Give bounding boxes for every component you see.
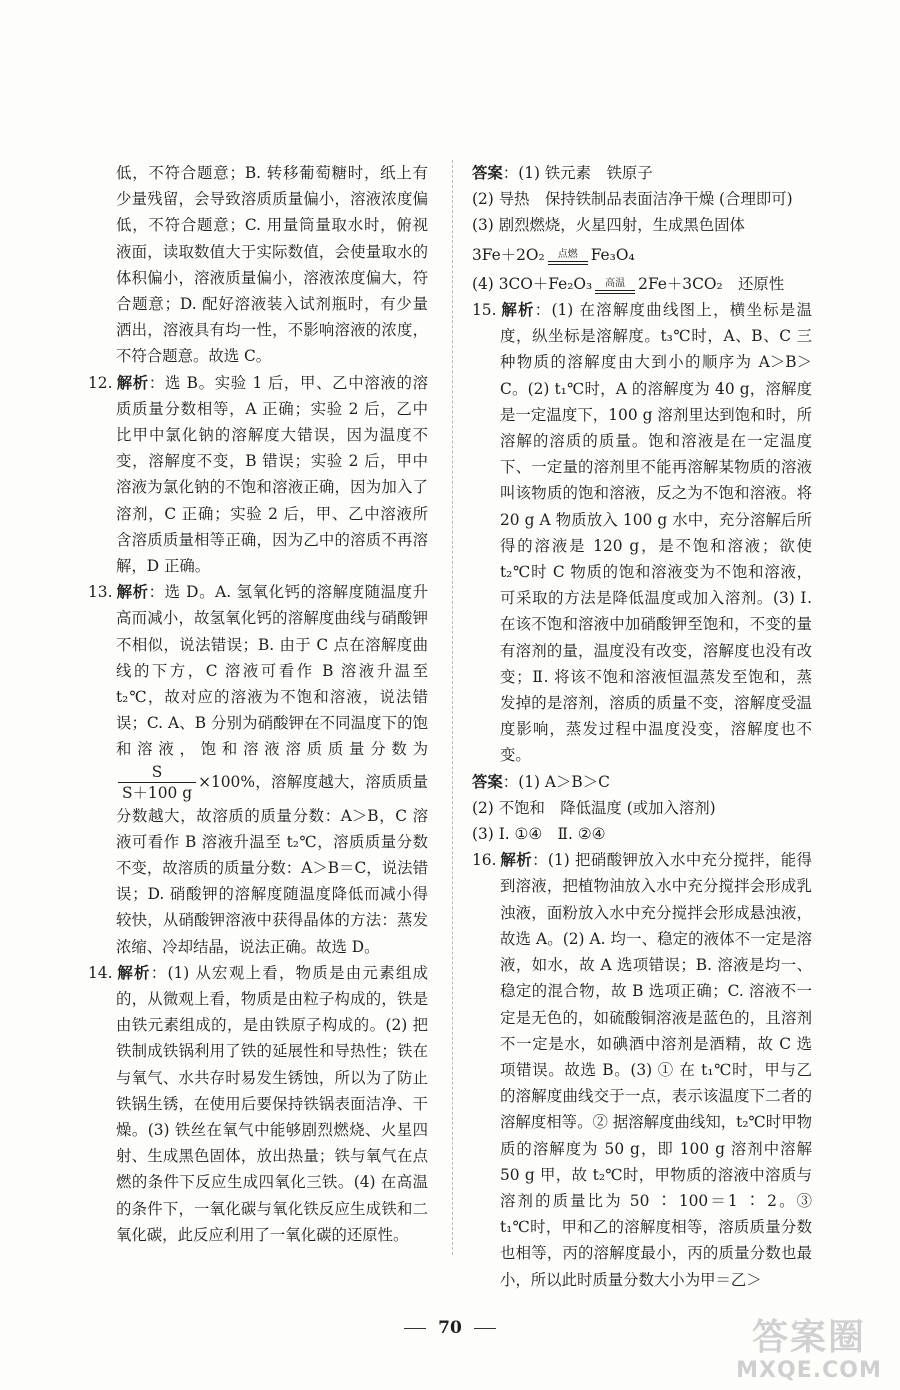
condition-label: 高温	[605, 277, 626, 289]
question-16-number: 16.	[472, 851, 497, 870]
mass-fraction-formula	[118, 763, 196, 803]
equation-1-reactants: 3Fe＋2O₂	[472, 245, 545, 264]
watermark-text: 答案圈	[751, 1317, 866, 1358]
question-15-analysis	[472, 297, 812, 769]
column-divider	[452, 160, 453, 1255]
answer-14-line1	[472, 160, 812, 186]
left-column	[88, 160, 428, 1248]
answer-14-line2: (2) 导热 保持铁制品表面洁净干燥 (合理即可)	[472, 190, 793, 209]
question-14-analysis	[88, 960, 428, 1248]
question-15-text: ：(1) 在溶解度曲线图上，横坐标是温度，纵坐标是溶解度。t₃℃时，A、B、C 三种物质的溶解度由大到小的顺序为 A＞B＞C。(2) t₁℃时，A 的溶解度为 40 g，溶解度是一定温度下，100 g 溶剂里达到饱和时，所溶解的溶质的质量。饱和溶液是在一定温度下、一定量的溶剂里不能再溶解某物质的溶液叫该物质的饱和溶液，反之为不饱和溶液。将 20 g A 物质放入 100 g 水中，充分溶解后所得的溶液是 120 g，是不饱和溶液；欲使 t₂℃时 C 物质的饱和溶液变为不饱和溶液，可采取的方法是降低温度或加入溶剂。(3) Ⅰ. 在该不饱和溶液中加硝酸钾至饱和，不变的量有溶剂的量，温度没有改变，溶解度也没有改变；Ⅱ. 将该不饱和溶液恒温蒸发至饱和，蒸发掉的是溶剂，溶质的质量不变，溶解度受温度影响，蒸发过程中温度没变，溶解度也不变。	[500, 301, 812, 765]
question-13-text-part1: ：选 D。A. 氢氧化钙的溶解度随温度升高而减小，故氢氧化钙的溶解度曲线与硝酸钾不相似，说法错误；B. 由于 C 点在溶解度曲线的下方，C 溶液可看作 B 溶液升温至 t₂℃，故对应的溶液为不饱和溶液，说法错误；C. A、B 分别为硝酸钾在不同温度下的饱和溶液，饱和溶液溶质质量分数为	[116, 583, 428, 759]
question-12-analysis	[88, 370, 428, 580]
question-13-text-part2: ×100%，溶解度越大，溶质质量分数越大，故溶质的质量分数：A＞B，C 溶液可看作 B 溶液升温至 t₂℃，溶质质量分数不变，故溶质的质量分数：A＞B＝C，说法错误；D. 硝酸钾的溶解度随温度降低而减小得较快，从硝酸钾溶液中获得晶体的方法：蒸发浓缩、冷却结晶，说法正确。故选 D。	[116, 772, 428, 956]
question-16-analysis	[472, 847, 812, 1292]
reaction-condition-ignite	[548, 250, 588, 265]
answer-15-line1	[472, 769, 812, 795]
question-14-text: ：(1) 从宏观上看，物质是由元素组成的，从微观上看，物质是由粒子构成的，铁是由铁元素组成的，是由铁原子构成的。(2) 把铁制成铁锅利用了铁的延展性和导热性；铁在与氧气、水共存时易发生锈蚀，所以为了防止铁锅生锈，在使用后要保持铁锅表面洁净、干燥。(3) 铁丝在氧气中能够剧烈燃烧、火星四射、生成黑色固体，放出热量；铁与氧气在点燃的条件下反应生成四氧化三铁。(4) 在高温的条件下，一氧化碳与氧化铁反应生成铁和二氧化碳，此反应利用了一氧化碳的还原性。	[116, 963, 428, 1244]
equation-1-products: Fe₃O₄	[590, 245, 635, 264]
reaction-condition-high-temp	[595, 279, 635, 294]
answer-14-text1: ：(1) 铁元素 铁原子	[502, 164, 653, 182]
fraction-numerator: S	[151, 762, 163, 781]
question-13-analysis	[88, 579, 428, 960]
question-14-number: 14.	[88, 963, 113, 982]
equation-2-products: 2Fe＋3CO₂ 还原性	[638, 274, 785, 293]
watermark-url: MXQE.COM	[736, 1358, 882, 1383]
watermark-logo	[724, 1318, 894, 1384]
answer-label: 答案	[472, 772, 503, 791]
answer-label: 答案	[472, 164, 503, 182]
answer-15-line2: (2) 不饱和 降低温度 (或加入溶剂)	[472, 798, 716, 817]
continuation-paragraph: 低，不符合题意；B. 转移葡萄糖时，纸上有少量残留，会导致溶质质量偏小，溶液浓度偏低，不符合题意；C. 用量筒量取水时，俯视液面，读取数值大于实际数值，会使量取水的体积偏小，溶液质量偏小，溶液浓度偏大，符合题意；D. 配好溶液装入试剂瓶时，有少量洒出，溶液具有均一性，不影响溶液的浓度，不符合题意。故选 C。	[116, 164, 428, 366]
question-12-text: ：选 B。实验 1 后，甲、乙中溶液的溶质质量分数相等，A 正确；实验 2 后，乙中比甲中氯化钠的溶解度大错误，因为温度不变，溶解度不变，B 错误；实验 2 后，甲中溶液为氯化钠的不饱和溶液正确，因为加入了溶剂，C 正确；实验 2 后，甲、乙中溶液所含溶质质量相等正确，因为乙中的溶质不再溶解，D 正确。	[116, 373, 428, 576]
analysis-label: 解析	[116, 963, 151, 982]
question-12-number: 12.	[88, 373, 113, 392]
question-16-text: ：(1) 把硝酸钾放入水中充分搅拌，能得到溶液，把植物油放入水中充分搅拌会形成乳浊液，面粉放入水中充分搅拌会形成悬浊液，故选 A。(2) A. 均一、稳定的液体不一定是溶液，如水，故 A 选项错误；B. 溶液是均一、稳定的混合物，故 B 选项正确；C. 溶液不一定是无色的，如硫酸铜溶液是蓝色的，且溶剂不一定是水，如碘酒中溶剂是酒精，故 C 选项错误。故选 B。(3) ① 在 t₁℃时，甲与乙的溶解度曲线交于一点，表示该温度下二者的溶解度相等。② 据溶解度曲线知，t₂℃时甲物质的溶解度为 50 g，即 100 g 溶剂中溶解 50 g 甲，故 t₂℃时，甲物质的溶液中溶质与溶剂的质量比为 50 ∶ 100＝1 ∶ 2。③ t₁℃时，甲和乙的溶解度相等，溶质质量分数也相等，丙的溶解度最小，丙的质量分数也最小，所以此时质量分数大小为甲＝乙＞	[500, 851, 812, 1289]
page-number-value: 70	[438, 1318, 462, 1338]
page-number-dash-left	[404, 1328, 426, 1329]
equals-bar	[595, 290, 635, 294]
analysis-label: 解析	[500, 851, 533, 870]
equation-2-reactants: (4) 3CO＋Fe₂O₃	[472, 274, 593, 293]
fraction-denominator: S＋100 g	[118, 782, 196, 802]
question-13-number: 13.	[88, 583, 113, 602]
question-15-number: 15.	[472, 301, 497, 320]
answer-15-text1: ：(1) A＞B＞C	[502, 772, 610, 791]
equals-bar	[548, 261, 588, 265]
answer-15-line3: (3) Ⅰ. ①④ Ⅱ. ②④	[472, 825, 606, 844]
condition-label: 点燃	[557, 248, 578, 260]
analysis-label: 解析	[116, 373, 149, 392]
answer-14-line3: (3) 剧烈燃烧，火星四射，生成黑色固体	[472, 216, 745, 235]
analysis-label: 解析	[116, 583, 149, 602]
right-column	[472, 160, 812, 1293]
equation-iron-oxide-reduction	[472, 271, 812, 297]
equation-iron-combustion	[472, 242, 812, 268]
analysis-label: 解析	[500, 301, 535, 320]
page-number-dash-right	[474, 1328, 496, 1329]
